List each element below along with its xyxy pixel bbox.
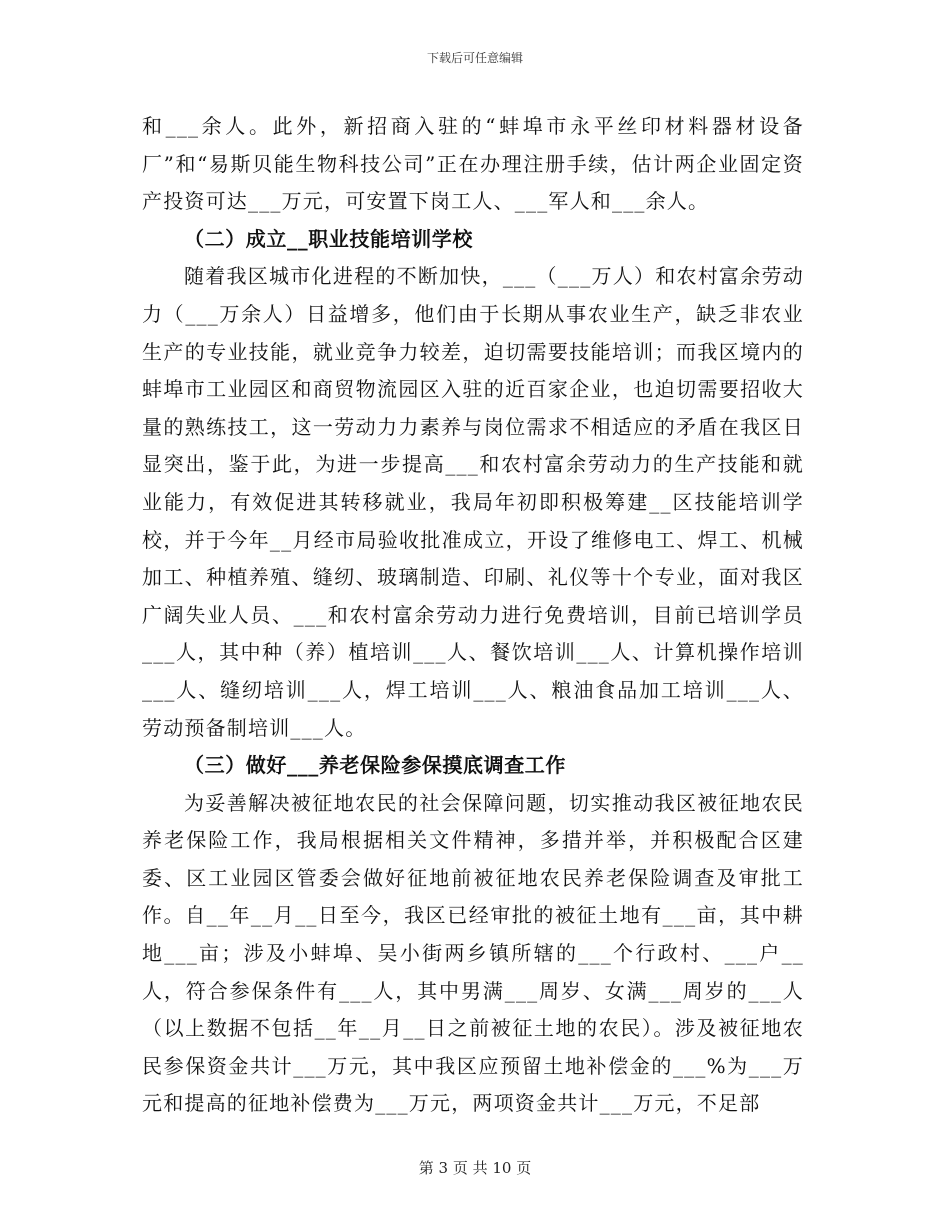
page-header: 下载后可任意编辑 <box>426 51 523 65</box>
paragraph-continuation: 和___余人。此外，新招商入驻的“蚌埠市永平丝印材料器材设备厂”和“易斯贝能生物科技公司”正在办理注册手续，估计两企业固定资产投资可达___万元，可安置下岗工人、___军人和___余人。 <box>142 114 804 214</box>
section-heading-3: （三）做好___养老保险参保摸底调查工作 <box>184 753 566 778</box>
paragraph-training-school: 随着我区城市化进程的不断加快，___（___万人）和农村富余劳动力（___万余人）日益增多，他们由于长期从事农业生产，缺乏非农业生产的专业技能，就业竞争力较差，迫切需要技能培训；而我区境内的蚌埠市工业园区和商贸物流园区入驻的近百家企业，也迫切需要招收大量的熟练技工，这一劳动力力素养与岗位需求不相适应的矛盾在我区日显突出，鉴于此，为进一步提高___和农村富余劳动力的生产技能和就业能力，有效促进其转移就业，我局年初即积极筹建__区技能培训学校，并于今年__月经市局验收批准成立，开设了维修电工、焊工、机械加工、种植养殖、缝纫、玻璃制造、印刷、礼仪等十个专业，面对我区广阔失业人员、___和农村富余劳动力进行免费培训，目前已培训学员___人，其中种（养）植培训___人、餐饮培训___人、计算机操作培训___人、缝纫培训___人，焊工培训___人、粮油食品加工培训___人、劳动预备制培训___人。 <box>142 264 804 740</box>
section-heading-2: （二）成立__职业技能培训学校 <box>184 226 473 251</box>
document-body <box>142 108 804 1123</box>
page-number-footer: 第 3 页 共 10 页 <box>418 1159 532 1177</box>
paragraph-pension-survey: 为妥善解决被征地农民的社会保障问题，切实推动我区被征地农民养老保险工作，我局根据相关文件精神，多措并举，并积极配合区建委、区工业园区管委会做好征地前被征地农民养老保险调查及审批工作。自__年__月__日至今，我区已经审批的被征土地有___亩，其中耕地___亩；涉及小蚌埠、吴小街两乡镇所辖的___个行政村、___户__人，符合参保条件有___人，其中男满___周岁、女满___周岁的___人（以上数据不包括__年__月__日之前被征土地的农民）。涉及被征地农民参保资金共计___万元，其中我区应预留土地补偿金的___%为___万元和提高的征地补偿费为___万元，两项资金共计___万元，不足部 <box>142 790 804 1116</box>
